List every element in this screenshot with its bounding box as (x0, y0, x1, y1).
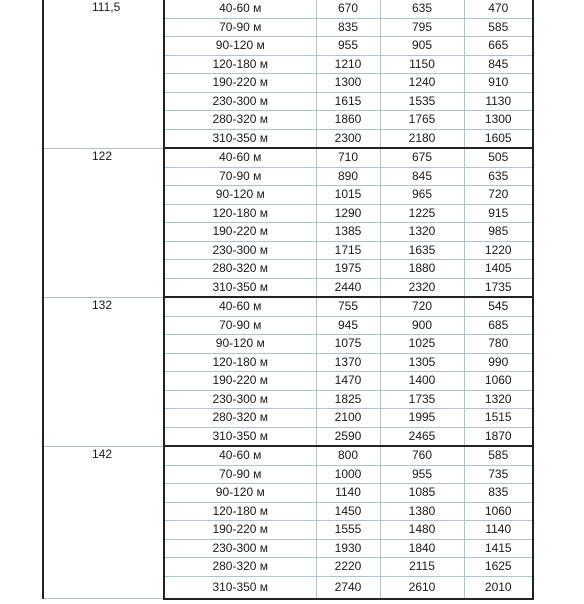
depth-cell: 120-180 м (164, 204, 316, 223)
depth-cell: 70-90 м (164, 167, 316, 186)
price-cell-2: 1085 (380, 484, 464, 503)
price-cell-2: 905 (380, 37, 464, 56)
depth-cell: 40-60 м (164, 148, 316, 167)
depth-cell: 90-120 м (164, 37, 316, 56)
depth-cell: 120-180 м (164, 353, 316, 372)
price-cell-1: 2100 (316, 409, 380, 428)
price-cell-1: 1140 (316, 484, 380, 503)
price-cell-2: 1305 (380, 353, 464, 372)
depth-cell: 310-350 м (164, 278, 316, 297)
price-cell-1: 1715 (316, 241, 380, 260)
price-cell-1: 1450 (316, 502, 380, 521)
area-cell: 122 (43, 148, 164, 297)
price-cell-1: 2300 (316, 129, 380, 148)
depth-cell: 190-220 м (164, 372, 316, 391)
price-cell-1: 890 (316, 167, 380, 186)
price-cell-3: 1515 (464, 409, 533, 428)
depth-cell: 230-300 м (164, 241, 316, 260)
price-cell-1: 1860 (316, 111, 380, 130)
price-cell-2: 635 (380, 0, 464, 18)
price-cell-1: 2590 (316, 427, 380, 446)
price-cell-2: 1995 (380, 409, 464, 428)
price-cell-2: 1025 (380, 335, 464, 354)
price-cell-3: 1415 (464, 539, 533, 558)
price-cell-2: 1635 (380, 241, 464, 260)
price-cell-2: 760 (380, 446, 464, 465)
price-cell-3: 1625 (464, 558, 533, 577)
price-cell-3: 585 (464, 446, 533, 465)
price-cell-2: 2610 (380, 576, 464, 599)
price-cell-3: 470 (464, 0, 533, 18)
price-cell-3: 505 (464, 148, 533, 167)
price-cell-3: 1060 (464, 502, 533, 521)
depth-cell: 70-90 м (164, 465, 316, 484)
price-cell-3: 1735 (464, 278, 533, 297)
price-cell-2: 1225 (380, 204, 464, 223)
price-cell-1: 1210 (316, 55, 380, 74)
price-cell-1: 1930 (316, 539, 380, 558)
price-cell-3: 910 (464, 74, 533, 93)
price-cell-1: 2220 (316, 558, 380, 577)
depth-cell: 280-320 м (164, 409, 316, 428)
depth-cell: 40-60 м (164, 0, 316, 18)
depth-cell: 120-180 м (164, 55, 316, 74)
depth-cell: 230-300 м (164, 390, 316, 409)
depth-cell: 230-300 м (164, 539, 316, 558)
price-cell-1: 1615 (316, 92, 380, 111)
depth-cell: 310-350 м (164, 129, 316, 148)
price-cell-2: 2180 (380, 129, 464, 148)
price-cell-1: 1015 (316, 186, 380, 205)
price-cell-2: 2115 (380, 558, 464, 577)
price-cell-1: 1385 (316, 223, 380, 242)
depth-cell: 190-220 м (164, 223, 316, 242)
price-cell-3: 1405 (464, 260, 533, 279)
price-cell-3: 915 (464, 204, 533, 223)
price-cell-2: 1400 (380, 372, 464, 391)
price-cell-1: 1370 (316, 353, 380, 372)
depth-cell: 120-180 м (164, 502, 316, 521)
table-row (43, 297, 533, 316)
depth-cell: 280-320 м (164, 260, 316, 279)
price-cell-2: 965 (380, 186, 464, 205)
depth-cell: 280-320 м (164, 558, 316, 577)
depth-cell: 90-120 м (164, 484, 316, 503)
price-cell-3: 990 (464, 353, 533, 372)
price-cell-3: 1140 (464, 521, 533, 540)
price-cell-3: 585 (464, 18, 533, 37)
price-table-body (43, 0, 533, 599)
depth-cell: 310-350 м (164, 576, 316, 599)
depth-cell: 190-220 м (164, 521, 316, 540)
price-cell-3: 985 (464, 223, 533, 242)
price-cell-1: 1825 (316, 390, 380, 409)
price-cell-2: 1480 (380, 521, 464, 540)
price-cell-1: 2740 (316, 576, 380, 599)
price-cell-3: 1870 (464, 427, 533, 446)
price-cell-2: 900 (380, 316, 464, 335)
area-cell: 111,5 (43, 0, 164, 148)
price-table (42, 0, 534, 600)
price-cell-2: 1380 (380, 502, 464, 521)
depth-cell: 40-60 м (164, 446, 316, 465)
price-cell-1: 800 (316, 446, 380, 465)
price-cell-3: 780 (464, 335, 533, 354)
price-cell-1: 755 (316, 297, 380, 316)
depth-cell: 310-350 м (164, 427, 316, 446)
depth-cell: 40-60 м (164, 297, 316, 316)
price-cell-1: 1470 (316, 372, 380, 391)
price-cell-3: 1060 (464, 372, 533, 391)
price-cell-2: 1765 (380, 111, 464, 130)
price-cell-3: 685 (464, 316, 533, 335)
price-cell-3: 735 (464, 465, 533, 484)
depth-cell: 230-300 м (164, 92, 316, 111)
price-cell-3: 835 (464, 484, 533, 503)
price-cell-1: 670 (316, 0, 380, 18)
price-cell-3: 1300 (464, 111, 533, 130)
area-cell: 132 (43, 297, 164, 446)
depth-cell: 90-120 м (164, 335, 316, 354)
price-cell-2: 1320 (380, 223, 464, 242)
price-cell-2: 845 (380, 167, 464, 186)
price-cell-1: 945 (316, 316, 380, 335)
price-cell-1: 710 (316, 148, 380, 167)
price-cell-2: 2320 (380, 278, 464, 297)
price-cell-2: 1840 (380, 539, 464, 558)
price-cell-2: 955 (380, 465, 464, 484)
price-cell-3: 545 (464, 297, 533, 316)
price-cell-3: 635 (464, 167, 533, 186)
price-cell-1: 1975 (316, 260, 380, 279)
table-row (43, 148, 533, 167)
price-cell-2: 2465 (380, 427, 464, 446)
price-cell-2: 1735 (380, 390, 464, 409)
price-cell-1: 2440 (316, 278, 380, 297)
price-cell-3: 1220 (464, 241, 533, 260)
depth-cell: 280-320 м (164, 111, 316, 130)
price-cell-2: 720 (380, 297, 464, 316)
price-cell-3: 1320 (464, 390, 533, 409)
price-cell-1: 955 (316, 37, 380, 56)
price-cell-1: 1000 (316, 465, 380, 484)
price-cell-3: 665 (464, 37, 533, 56)
price-cell-1: 1290 (316, 204, 380, 223)
price-cell-2: 1880 (380, 260, 464, 279)
price-cell-3: 1130 (464, 92, 533, 111)
price-cell-2: 675 (380, 148, 464, 167)
price-cell-2: 1240 (380, 74, 464, 93)
price-cell-2: 795 (380, 18, 464, 37)
price-cell-3: 845 (464, 55, 533, 74)
price-cell-3: 720 (464, 186, 533, 205)
depth-cell: 90-120 м (164, 186, 316, 205)
price-cell-2: 1150 (380, 55, 464, 74)
price-cell-1: 835 (316, 18, 380, 37)
price-cell-1: 1555 (316, 521, 380, 540)
depth-cell: 70-90 м (164, 18, 316, 37)
price-cell-3: 2010 (464, 576, 533, 599)
table-row (43, 0, 533, 18)
price-cell-2: 1535 (380, 92, 464, 111)
depth-cell: 70-90 м (164, 316, 316, 335)
price-cell-1: 1300 (316, 74, 380, 93)
area-cell: 142 (43, 446, 164, 599)
table-row (43, 446, 533, 465)
depth-cell: 190-220 м (164, 74, 316, 93)
price-cell-3: 1605 (464, 129, 533, 148)
price-cell-1: 1075 (316, 335, 380, 354)
